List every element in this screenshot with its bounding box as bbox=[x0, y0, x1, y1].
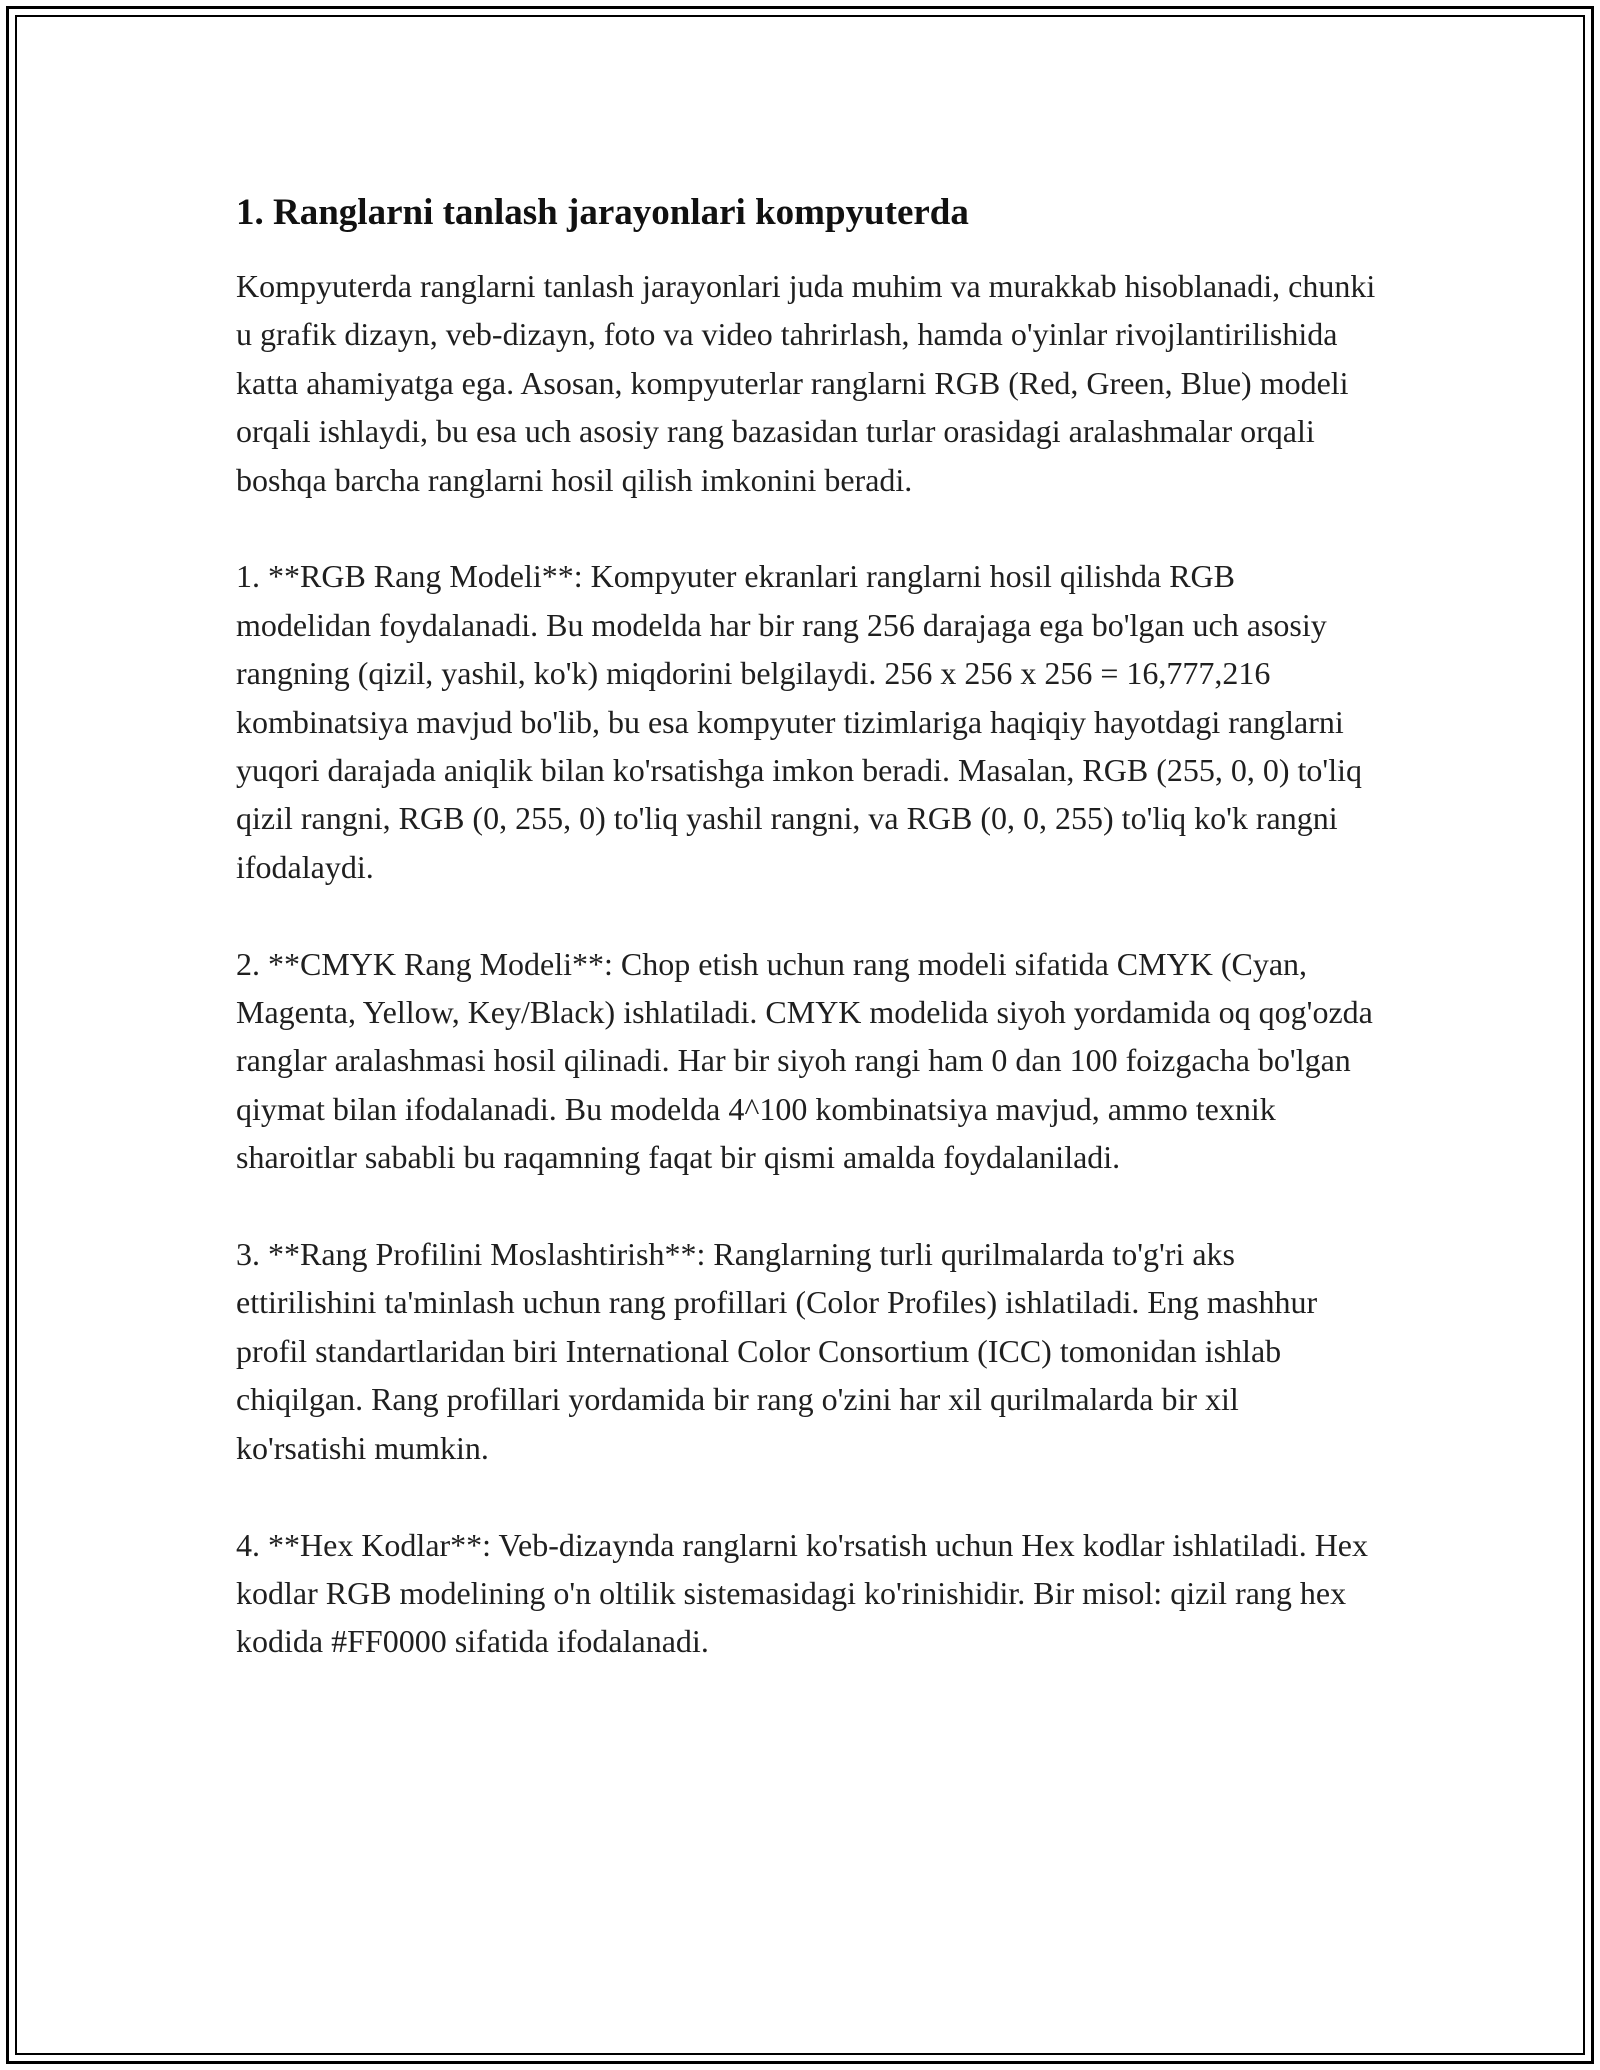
document-body bbox=[236, 188, 1376, 1714]
color-profile-paragraph: 3. **Rang Profilini Moslashtirish**: Ranglarning turli qurilmalarda to'g'ri aks ettirilishini ta'minlash uchun rang profillari (Color Profiles) ishlatiladi. Eng mashhur profil standartlaridan biri International Color Consortium (ICC) tomonidan ishlab chiqilgan. Rang profillari yordamida bir rang o'zini har xil qurilmalarda bir xil ko'rsatishi mumkin. bbox=[236, 1236, 1318, 1466]
hex-codes-paragraph: 4. **Hex Kodlar**: Veb-dizaynda ranglarni ko'rsatish uchun Hex kodlar ishlatiladi. Hex kodlar RGB modelining o'n oltilik sistemasidagi ko'rinishidir. Bir misol: qizil rang hex kodida #FF0000 sifatida ifodalanadi. bbox=[236, 1526, 1368, 1660]
rgb-model-paragraph: 1. **RGB Rang Modeli**: Kompyuter ekranlari ranglarni hosil qilishda RGB modelidan foydalanadi. Bu modelda har bir rang 256 darajaga ega bo'lgan uch asosiy rangning (qizil, yashil, ko'k) miqdorini belgilaydi. 256 x 256 x 256 = 16,777,216 kombinatsiya mavjud bo'lib, bu esa kompyuter tizimlariga haqiqiy hayotdagi ranglarni yuqori darajada aniqlik bilan ko'rsatishga imkon beradi. Masalan, RGB (255, 0, 0) to'liq qizil rangni, RGB (0, 255, 0) to'liq yashil rangni, va RGB (0, 0, 255) to'liq ko'k rangni ifodalaydi. bbox=[236, 558, 1362, 885]
document-title: 1. Ranglarni tanlash jarayonlari kompyuterda bbox=[236, 192, 969, 233]
cmyk-model-paragraph: 2. **CMYK Rang Modeli**: Chop etish uchun rang modeli sifatida CMYK (Cyan, Magenta, Yellow, Key/Black) ishlatiladi. CMYK modelida siyoh yordamida oq qog'ozda ranglar aralashmasi hosil qilinadi. Har bir siyoh rangi ham 0 dan 100 foizgacha bo'lgan qiymat bilan ifodalanadi. Bu modelda 4^100 kombinatsiya mavjud, ammo texnik sharoitlar sababli bu raqamning faqat bir qismi amalda foydalaniladi. bbox=[236, 945, 1373, 1176]
intro-paragraph: Kompyuterda ranglarni tanlash jarayonlari juda muhim va murakkab hisoblanadi, chunki u grafik dizayn, veb-dizayn, foto va video tahrirlash, hamda o'yinlar rivojlantirilishida katta ahamiyatga ega. Asosan, kompyuterlar ranglarni RGB (Red, Green, Blue) modeli orqali ishlaydi, bu esa uch asosiy rang bazasidan turlar orasidagi aralashmalar orqali boshqa barcha ranglarni hosil qilish imkonini beradi. bbox=[236, 268, 1376, 498]
